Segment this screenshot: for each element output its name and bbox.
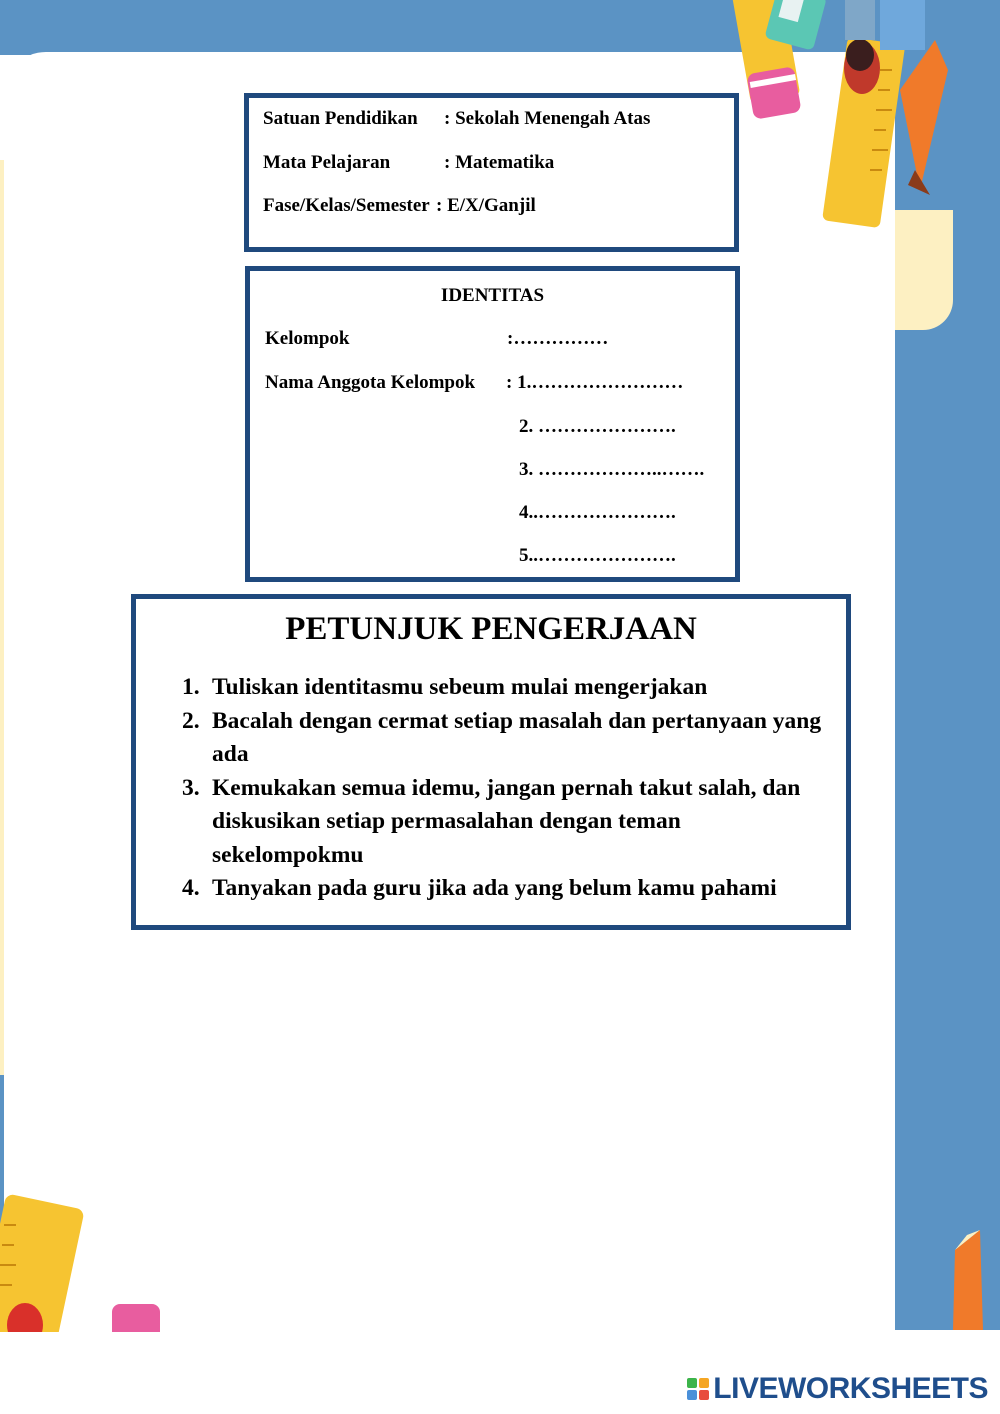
list-item-number: 3.: [182, 774, 200, 801]
members-label: Nama Anggota Kelompok: [265, 372, 476, 393]
list-item-number: 4.: [182, 875, 200, 901]
member-input[interactable]: 4..………………….: [519, 502, 676, 523]
member-input[interactable]: 3. ………………..…….: [519, 459, 705, 480]
member-input[interactable]: 5..………………….: [519, 545, 676, 566]
list-item-number: 2.: [182, 707, 200, 734]
unit-label: Satuan Pendidikan: [263, 108, 418, 129]
list-item: [182, 671, 822, 705]
list-item: [182, 772, 822, 873]
list-item-text: Kemukakan semua idemu, jangan pernah takut salah, dan diskusikan setiap permasalahan dengan teman sekelompokmu: [212, 774, 801, 868]
pencil-decoration-bottom-right: [945, 1220, 985, 1330]
member-input[interactable]: 2. ………………….: [519, 416, 676, 437]
instructions-title: PETUNJUK PENGERJAAN: [285, 611, 697, 647]
stationery-decoration-top-right: [730, 0, 960, 230]
stationery-decoration-bottom-left: [0, 1190, 170, 1332]
list-item-text: Bacalah dengan cermat setiap masalah dan pertanyaan yang ada: [212, 707, 822, 767]
identity-box: [245, 266, 740, 582]
liveworksheets-logo[interactable]: [687, 1372, 988, 1406]
subject-label: Mata Pelajaran: [263, 152, 391, 173]
list-item: [182, 872, 822, 906]
list-item: [182, 705, 822, 772]
instructions-box: [131, 594, 851, 930]
identity-title: IDENTITAS: [440, 285, 545, 306]
group-input[interactable]: :……………: [507, 328, 609, 349]
liveworksheets-logo-icon: [687, 1378, 709, 1400]
school-info-box: [244, 93, 739, 252]
list-item-number: 1.: [182, 674, 200, 700]
member-input[interactable]: : 1.……………………: [506, 372, 684, 393]
list-item-text: Tanyakan pada guru jika ada yang belum kamu pahami: [212, 875, 777, 901]
group-label: Kelompok: [265, 328, 350, 349]
phase-label: Fase/Kelas/Semester: [263, 195, 430, 216]
brand-name: LIVEWORKSHEETS: [713, 1372, 988, 1405]
unit-value: : Sekolah Menengah Atas: [444, 108, 651, 129]
subject-value: : Matematika: [444, 152, 555, 173]
list-item-text: Tuliskan identitasmu sebeum mulai mengerjakan: [212, 674, 708, 700]
phase-value: : E/X/Ganjil: [436, 195, 536, 216]
instructions-list: [182, 671, 822, 906]
